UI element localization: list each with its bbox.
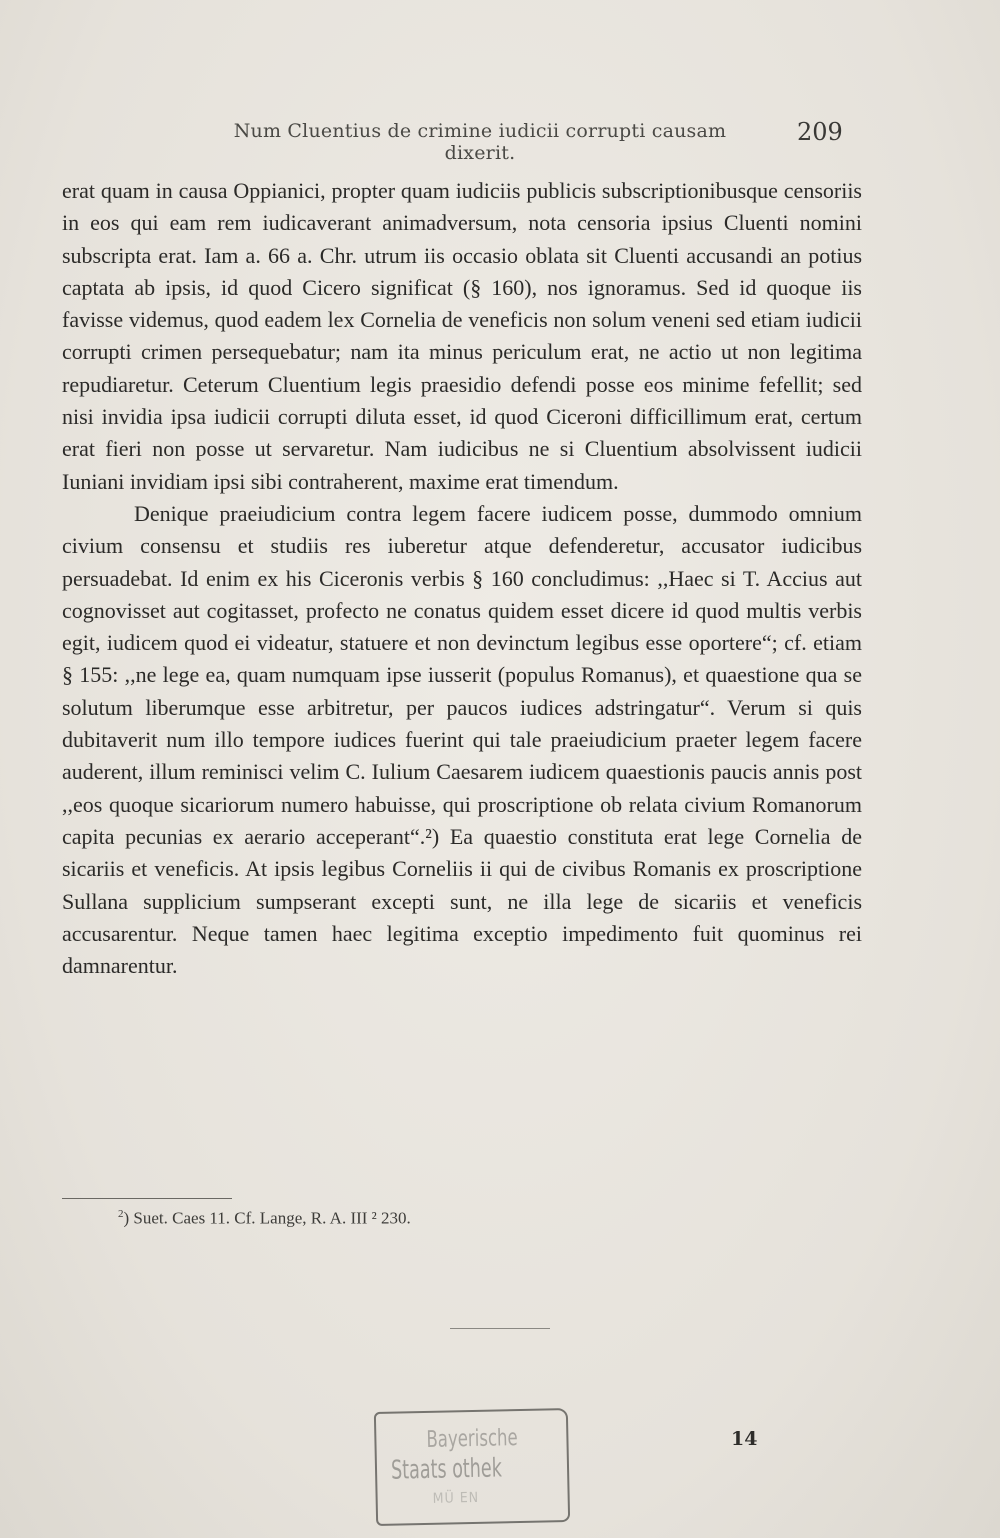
body-text <box>62 175 862 982</box>
end-rule <box>450 1328 550 1329</box>
footnote-text: ) Suet. Caes 11. Cf. Lange, R. A. III ² 230. <box>123 1208 411 1228</box>
page-number: 209 <box>797 118 843 146</box>
stamp-line-3: MÜ EN <box>432 1489 480 1507</box>
paragraph-2: Denique praeiudicium contra legem facere iudicem posse, dummodo omnium civium consensu et studiis res iuberetur atque defenderetur, accusator iudicibus persuadebat. Id enim ex his Ciceronis verbis § 160 concludimus: ,,Haec si T. Accius aut cognovisset aut cogitasset, profecto ne conatus quidem esset dicere id quod multis verbis egit, iudicem quod ei videatur, statuere et non devinctum legibus esse oportere“; cf. etiam § 155: ,,ne lege ea, quam numquam ipse iusserit (populus Romanus), et quaestione qua se solutum liberumque esse arbitretur, per paucos iudices adstringatur“. Verum si quis dubitaverit num illo tempore iudices fuerint qui tale praeiudicium praeter legem facere auderent, illum reminisci velim C. Iulium Caesarem iudicem quaestionis paucis annis post ,,eos quoque sicariorum numero habuisse, qui proscriptione ob relata civium Romanorum capita pecunias ex aerario acceperant“.²) Ea quaestio constituta erat lege Cornelia de sicariis et veneficis. At ipsis legibus Corneliis ii qui de civibus Romanis ex proscriptione Sullana supplicium sumpserant excepti sunt, ne illa lege de sicariis et veneficis accusarentur. Neque tamen haec legitima exceptio impedimento fuit quominus rei damnarentur. <box>62 500 862 979</box>
sheet-number: 14 <box>731 1428 758 1450</box>
library-stamp <box>374 1408 570 1526</box>
stamp-line-2: Staats othek <box>390 1453 503 1486</box>
stamp-line-1: Bayerische <box>426 1425 518 1453</box>
footnote <box>118 1208 411 1229</box>
paragraph-1: erat quam in causa Oppianici, propter quam iudiciis publicis subscriptionibusque censoriis in eos qui eam rem iudicaverant animadversum, nota censoria ipsius Cluenti nomini subscripta erat. Iam a. 66 a. Chr. utrum iis occasio oblata sit Cluenti accusandi an potius captata ab ipsis, id quod Cicero significat (§ 160), nos ignoramus. Sed id quoque iis favisse videmus, quod eadem lex Cornelia de veneficis non solum veneni sed etiam iudicii corrupti crimen persequebatur; nam ita minus periculum erat, ne actio ut non legitima repudiaretur. Ceterum Cluentium legis praesidio defendi posse eos minime fefellit; sed nisi invidia ipsa iudicii corrupti diluta esset, id quod Ciceroni difficillimum erat, certum erat fieri non posse ut servaretur. Nam iudicibus ne si Cluentium absolvissent iudicii Iuniani invidiam ipsi sibi contraherent, maxime erat timendum. <box>62 178 862 494</box>
footnote-divider <box>62 1198 232 1199</box>
running-title: Num Cluentius de crimine iudicii corrupti causam dixerit. <box>233 120 727 164</box>
footnote-marker: 2 <box>118 1208 124 1220</box>
